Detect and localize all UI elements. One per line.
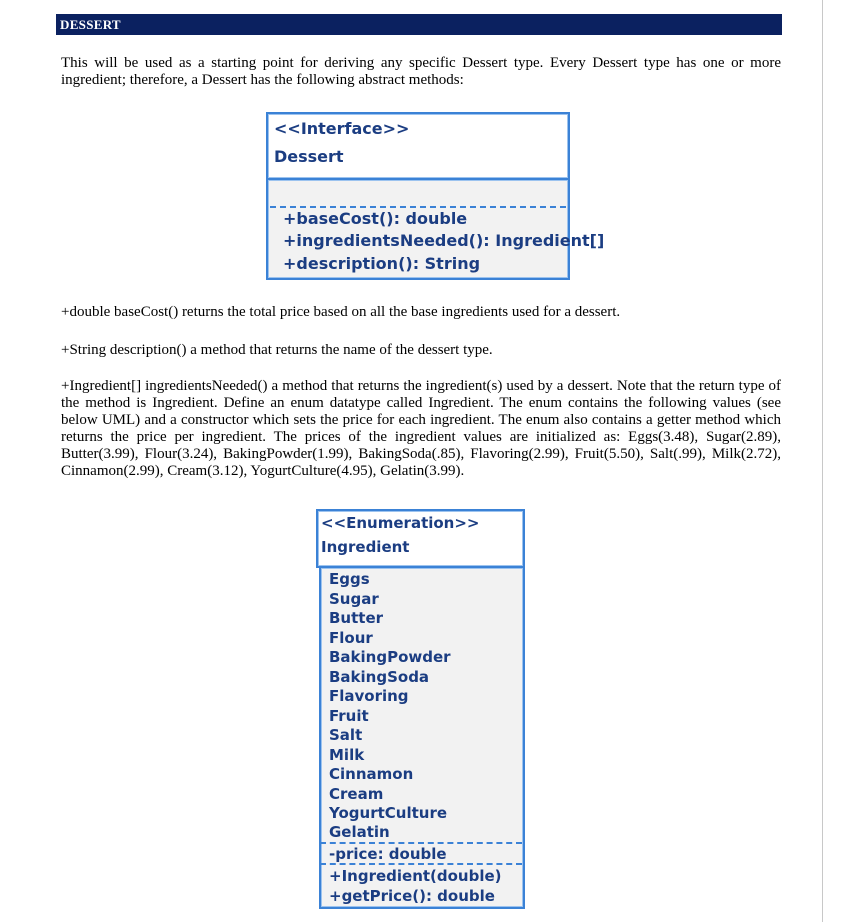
ingredient-uml-method: +getPrice(): double [329, 887, 495, 905]
ingredient-uml-field: -price: double [329, 845, 447, 863]
ingredient-value: BakingPowder [329, 648, 451, 666]
ingredient-uml-name: Ingredient [321, 538, 410, 556]
ingredient-value: Salt [329, 726, 363, 744]
dessert-uml-method: +ingredientsNeeded(): Ingredient[] [283, 231, 605, 250]
ingredient-value: Flavoring [329, 687, 409, 705]
ingredient-value: Sugar [329, 589, 379, 608]
ingredient-uml-divider-methods [320, 863, 522, 865]
dessert-uml-name: Dessert [274, 147, 344, 166]
ingredient-uml-divider-field [320, 842, 522, 844]
description-description: +String description() a method that returns the name of the dessert type. [61, 342, 493, 358]
dessert-uml-stereotype: <<Interface>> [274, 119, 410, 138]
ingredient-value: Eggs [329, 570, 370, 588]
ingredients-description: +Ingredient[] ingredientsNeeded() a method that returns the ingredient(s) used by a dessert. Note that the return type of the method is Ingredient. Define an enum datatype called Ingredient. The enum contains the following values (see below UML) and a constructor which sets the price for each ingredient. The enum also contains a getter method which returns the price per ingredient. The prices of the ingredient values are initialized as: Eggs(3.48), Sugar(2.89), Butter(3.99), Flour(3.24), BakingPowder(1.99), BakingSoda(.85), Flavoring(2.99), Fruit(5.50), Salt(.99), Milk(2.72), Cinnamon(2.99), Cream(3.12), YogurtCulture(4.95), Gelatin(3.99). [61, 378, 781, 479]
ingredient-uml-stereotype: <<Enumeration>> [321, 514, 480, 532]
dessert-uml-divider [270, 206, 566, 208]
ingredient-value: Butter [329, 609, 384, 627]
dessert-uml-diagram [266, 112, 605, 280]
ingredient-value: Gelatin [329, 823, 390, 841]
dessert-uml-method: +baseCost(): double [283, 209, 468, 228]
basecost-description: +double baseCost() returns the total price based on all the base ingredients used for a dessert. [61, 304, 621, 320]
ingredient-value: BakingSoda [329, 667, 430, 686]
page-edge [822, 0, 823, 922]
ingredient-uml-method: +Ingredient(double) [329, 867, 502, 885]
section-header: DESSERT [56, 14, 782, 35]
ingredient-value: Flour [329, 628, 373, 647]
dessert-uml-method: +description(): String [283, 254, 481, 273]
ingredient-value: Fruit [329, 706, 369, 725]
ingredient-value: YogurtCulture [329, 804, 448, 822]
ingredient-value: Milk [329, 745, 365, 764]
ingredient-uml-diagram [316, 509, 526, 909]
ingredient-value: Cinnamon [329, 765, 414, 783]
intro-paragraph: This will be used as a starting point for deriving any specific Dessert type. Every Dessert type has one or more ingredient; therefore, a Dessert has the following abstract methods: [61, 55, 781, 88]
ingredient-value: Cream [329, 784, 384, 803]
